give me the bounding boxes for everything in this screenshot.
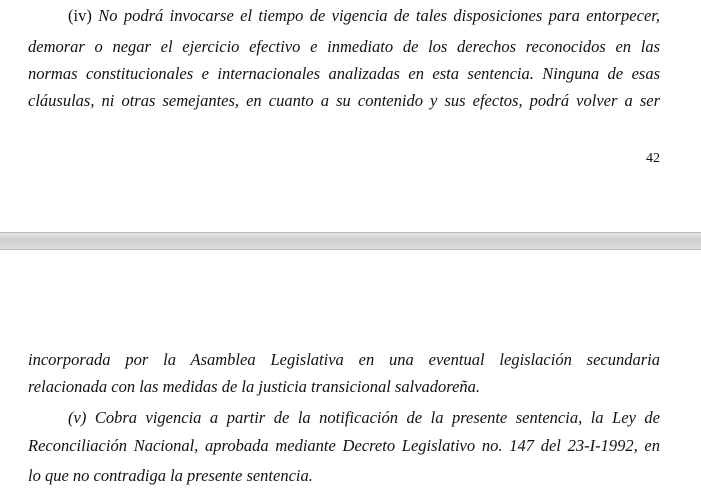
document-page-top bbox=[0, 0, 701, 232]
paragraph-iv-line-6: relacionada con las medidas de la justicia transicional salvadoreña. bbox=[28, 377, 481, 396]
paragraph-v-line-3: lo que no contradiga la presente sentencia. bbox=[28, 466, 313, 485]
paragraph-iv-line-1 bbox=[68, 6, 660, 26]
page-separator bbox=[0, 232, 701, 250]
paragraph-v-line-1: (v) Cobra vigencia a partir de la notificación de la presente sentencia, la Ley de bbox=[68, 408, 660, 427]
paragraph-iv-line-4: cláusulas, ni otras semejantes, en cuanto a su contenido y sus efectos, podrá volver a ser bbox=[28, 91, 660, 110]
paragraph-iv-line-2: demorar o negar el ejercicio efectivo e inmediato de los derechos reconocidos en las bbox=[28, 37, 660, 56]
paragraph-iv-line-1-text: No podrá invocarse el tiempo de vigencia de tales disposiciones para entorpecer, bbox=[98, 6, 660, 25]
paragraph-v-line-2: Reconciliación Nacional, aprobada mediante Decreto Legislativo no. 147 del 23-I-1992, en bbox=[28, 436, 660, 455]
paragraph-iv-line-5: incorporada por la Asamblea Legislativa en una eventual legislación secundaria bbox=[28, 350, 660, 369]
document-page-bottom bbox=[0, 250, 701, 492]
paragraph-iv-line-3: normas constitucionales e internacionales analizadas en esta sentencia. Ninguna de esas bbox=[28, 64, 660, 83]
paragraph-iv-numeral: (iv) bbox=[68, 6, 99, 25]
page-number: 42 bbox=[646, 151, 660, 166]
